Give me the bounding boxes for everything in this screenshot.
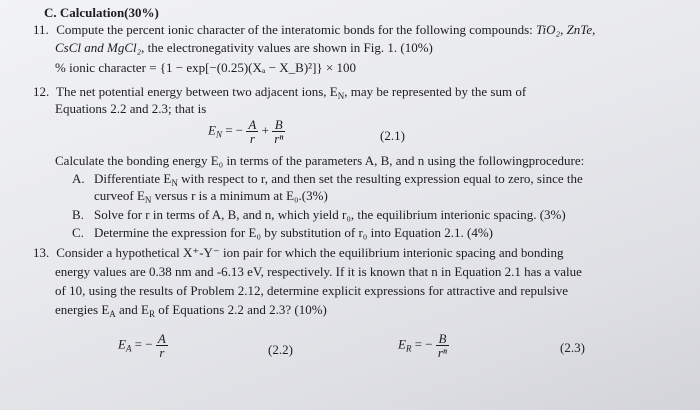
question-text: Compute the percent ionic character of the interatomic bonds for the following compounds: (56, 22, 533, 37)
question-text: The net potential energy between two adjacent ions, E (56, 84, 338, 99)
compound-list: TiO₂, ZnTe, (536, 22, 596, 37)
step-a-line-2 (94, 188, 328, 208)
question-text: , the electronegativity values are shown in Fig. 1. (10%) (141, 40, 433, 55)
equation-2-1 (208, 118, 285, 145)
question-11-line-2 (55, 40, 433, 55)
equation-lhs: E (118, 336, 126, 352)
equation-operator: = − (131, 336, 153, 352)
equation-operator: + (261, 122, 273, 138)
step-c (72, 225, 493, 240)
subscript: R (149, 309, 156, 319)
step-text: curveof E (94, 188, 145, 203)
fraction-b-over-rn (436, 332, 449, 359)
equation-lhs: E (398, 336, 406, 352)
fraction-b-over-rn (272, 118, 285, 145)
step-text: Solve for r in terms of A, B, and n, which yield r₀, the equilibrium interionic spacing. (3%) (94, 207, 566, 222)
compound-list: CsCl and MgCl₂ (55, 40, 142, 55)
numerator: B (272, 118, 285, 132)
subscript: N (337, 91, 345, 101)
step-label: A. (72, 171, 85, 186)
question-text: energies E (55, 302, 110, 317)
step-text: versus r is a minimum at E₀.(3%) (151, 188, 328, 203)
numerator: A (157, 331, 166, 346)
question-13-line-4 (55, 302, 327, 322)
question-12-line-2: Equations 2.2 and 2.3; that is (55, 101, 207, 116)
equation-2-3 (398, 332, 449, 359)
equation-tag: (2.3) (560, 340, 585, 355)
equation-2-2 (118, 332, 168, 359)
section-title: C. Calculation(30%) (44, 5, 159, 20)
question-number: 11. (33, 22, 49, 37)
subscript: N (144, 195, 152, 205)
step-label: C. (72, 225, 84, 240)
equation-operator: = − (411, 336, 433, 352)
numerator: A (248, 117, 257, 132)
equation-tag: (2.2) (268, 342, 293, 357)
denominator: r (159, 345, 165, 360)
question-11 (33, 22, 595, 37)
denominator: rⁿ (437, 345, 448, 360)
question-number: 13. (33, 245, 50, 260)
subscript: A (109, 309, 116, 319)
subscript: R (405, 343, 412, 354)
subscript: N (215, 129, 222, 140)
fraction-a-over-r (246, 118, 258, 145)
step-text: Determine the expression for E₀ by substitution of r₀ into Equation 2.1. (4%) (94, 225, 493, 240)
equation-tag: (2.1) (380, 128, 405, 143)
step-text: with respect to r, and then set the resulting expression equal to zero, since the (177, 171, 583, 186)
ionic-character-formula: % ionic character = {1 − exp[−(0.25)(Xₐ − X_B)²]} × 100 (55, 60, 356, 75)
question-text: of Equations 2.2 and 2.3? (10%) (155, 302, 327, 317)
question-text: and E (115, 302, 149, 317)
denominator: r (249, 131, 255, 146)
question-number: 12. (33, 84, 50, 99)
step-label: B. (72, 207, 84, 222)
fraction-a-over-r (156, 332, 168, 359)
step-text: Differentiate E (94, 171, 172, 186)
question-13-line-2: energy values are 0.38 nm and -6.13 eV, respectively. If it is known that n in Equation 2.1 has a value (55, 264, 582, 279)
equation-lhs: E (208, 122, 216, 138)
numerator: B (436, 332, 449, 346)
question-text: Consider a hypothetical X⁺-Y⁻ ion pair for which the equilibrium interionic spacing and bonding (56, 245, 564, 260)
step-b (72, 207, 566, 222)
question-13-line-3: of 10, using the results of Problem 2.12, determine explicit expressions for attractive and repulsive (55, 283, 569, 298)
procedure-intro: Calculate the bonding energy E₀ in terms of the parameters A, B, and n using the followingprocedure: (55, 153, 585, 168)
question-text: , may be represented by the sum of (344, 84, 527, 99)
subscript: N (171, 178, 178, 188)
denominator: rⁿ (274, 131, 284, 146)
question-13 (33, 245, 564, 260)
subscript: A (125, 343, 132, 354)
equation-operator: = − (221, 122, 244, 138)
